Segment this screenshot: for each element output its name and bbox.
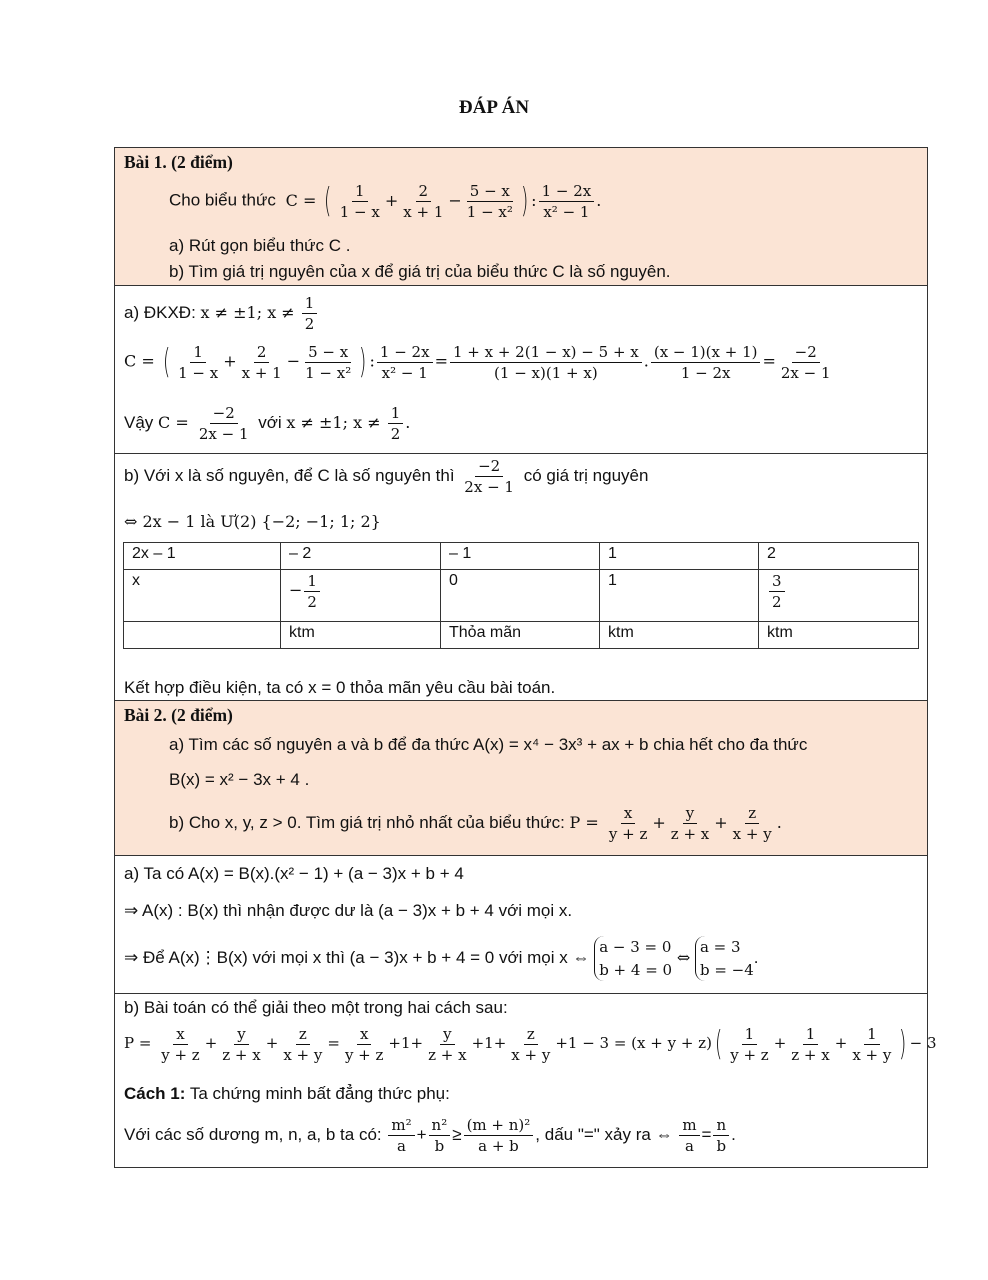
last-middle: , dấu "=" xảy ra ⇔ — [535, 1124, 673, 1144]
expr-C-display: C = ( $\frac{1}{1 - x}$ + $\frac{2}{x + 1}$ − $\frac{5 - x}{\text{1 − x²}}$ ) : $\frac{1 - 2x}{\text{x² − 1}}$ . — [280, 181, 602, 221]
conclusion-cond: x ≠ ±1; x ≠ $\frac{1}{2}$ . — [286, 404, 411, 443]
table-row — [124, 622, 919, 649]
bai1-heading: Bài 1. (2 điểm) — [124, 152, 233, 172]
bai2-part-a-line2: B(x) = x² − 3x + 4 . — [169, 770, 310, 789]
table-cell: − $\frac{1}{2}$ — [281, 570, 441, 622]
table-cell: ktm — [759, 622, 919, 649]
bai2-problem-box — [114, 700, 928, 855]
bai2-solution-b — [114, 993, 937, 1168]
value-table — [123, 542, 919, 649]
system-2 — [695, 936, 754, 981]
conclusion-frac: C = $\frac{-2}{2x - 1}$ — [158, 404, 249, 443]
sys1-eq1: a − 3 = 0 — [599, 938, 672, 956]
table-cell: 2x – 1 — [124, 543, 281, 570]
sol-b-prefix: b) Với x là số nguyên, để C là số nguyên thì — [124, 465, 455, 485]
page-title: ĐÁP ÁN — [458, 97, 530, 118]
table-cell: 2 — [759, 543, 919, 570]
sol-b-line2: ⇔ 2x − 1 là Ư(2) {−2; −1; 1; 2} — [124, 512, 381, 531]
conclusion-prefix: Vậy — [124, 413, 154, 432]
sol-b-final: Kết hợp điều kiện, ta có x = 0 thỏa mãn yêu cầu bài toán. — [124, 678, 556, 697]
table-cell: 0 — [441, 570, 600, 622]
table-cell: ktm — [281, 622, 441, 649]
sol-a-calc-display: C = ( $\frac{1}{1 - x}$ + $\frac{2}{x + 1}$ − $\frac{5 - x}{\text{1 − x²}}$ ) : $\frac{1 - 2x}{\text{x² − 1}}$ = $\frac{1 + x + 2(1 - x) - 5 + x}{(1 - x)(1 + x)}$ . $\frac{(x - 1)(x + 1)}{1 - 2x}$ = $\frac{-2}{2x - 1}$ — [124, 342, 831, 382]
bai2-solution-a — [114, 855, 928, 993]
sol-a-conclusion — [124, 404, 410, 443]
table-cell: – 2 — [281, 543, 441, 570]
table-cell: x — [124, 570, 281, 622]
sol2-a-line2: ⇒ A(x) : B(x) thì nhận được dư là (a − 3)x + b + 4 với mọi x. — [124, 901, 573, 920]
cach1-text: Ta chứng minh bất đẳng thức phụ: — [189, 1084, 450, 1103]
cach1 — [124, 1084, 450, 1104]
table-cell: – 1 — [441, 543, 600, 570]
table-cell — [124, 622, 281, 649]
table-cell: 1 — [600, 570, 759, 622]
cach1-label: Cách 1: — [124, 1084, 186, 1103]
bai2-part-a-line1: a) Tìm các số nguyên a và b để đa thức A(x) = x⁴ − 3x³ + ax + b chia hết cho đa thức — [169, 735, 808, 754]
sol2-b-expr-display: P = $\frac{x}{y + z}$ + $\frac{y}{z + x}$ + $\frac{z}{x + y}$ = $\frac{x}{y + z}$ +1+ $\frac{y}{z + x}$ +1+ $\frac{z}{x + y}$ +1 − 3 = (x + y + z)( $\frac{1}{y + z}$ + $\frac{1}{z + x}$ + $\frac{1}{x + y}$ ) − 3 — [124, 1024, 937, 1064]
bai2-part-b — [169, 804, 782, 843]
sol2-a-line1: a) Ta có A(x) = B(x).(x² − 1) + (a − 3)x + b + 4 — [124, 864, 464, 883]
last-prefix: Với các số dương m, n, a, b ta có: — [124, 1124, 382, 1144]
sys1-eq2: b + 4 = 0 — [599, 960, 673, 979]
cond-label: a) ĐKXĐ: — [124, 303, 196, 322]
cond-math: x ≠ ±1; x ≠ $\frac{1}{2}$ — [201, 303, 320, 322]
bai1-part-b: b) Tìm giá trị nguyên của x để giá trị của biểu thức C là số nguyên. — [169, 262, 671, 281]
bai1-part-a: a) Rút gọn biểu thức C . — [169, 236, 351, 255]
line3-prefix: ⇒ Để A(x)⋮B(x) với mọi x thì (a − 3)x + b + 4 = 0 với mọi x ⇔ — [124, 947, 590, 967]
sol-b-line1: b) Với x là số nguyên, để C là số nguyên thì $\frac{-2}{2x - 1}$ có giá trị nguyên — [124, 457, 649, 496]
sol-a-cond — [124, 294, 319, 333]
bai1-given — [169, 181, 601, 221]
sys2-eq2: b = −4 — [699, 960, 754, 979]
system-1 — [594, 936, 672, 981]
table-cell: Thỏa mãn — [441, 622, 600, 649]
table-cell: $\frac{3}{2}$ — [759, 570, 919, 622]
given-intro: Cho biểu thức — [169, 190, 276, 210]
table-row — [124, 570, 919, 622]
bai1-problem-box — [114, 147, 928, 285]
part-b-expr-display: P = $\frac{x}{y + z}$ + $\frac{y}{z + x}$ + $\frac{z}{x + y}$ . — [569, 804, 782, 843]
bai1-solution-a — [114, 285, 928, 453]
sol-b-suffix: có giá trị nguyên — [523, 465, 649, 485]
table-cell: 1 — [600, 543, 759, 570]
part-b-prefix: b) Cho x, y, z > 0. Tìm giá trị nhỏ nhất của biểu thức: — [169, 813, 565, 832]
table-cell: ktm — [600, 622, 759, 649]
sys2-eq1: a = 3 — [699, 938, 741, 956]
conclusion-suffix: với — [258, 413, 282, 432]
bai2-heading: Bài 2. (2 điểm) — [124, 705, 233, 725]
last-line: Với các số dương m, n, a, b ta có: $\frac{\text{m²}}{a}$ + $\frac{\text{n²}}{b}$ ≥ $\frac{\text{(m + n)²}}{a + b}$ , dấu "=" xảy ra ⇔ $\frac{m}{a}$ = $\frac{n}{b}$ . — [124, 1116, 736, 1155]
table-row — [124, 543, 919, 570]
sol2-a-line3: ⇒ Để A(x)⋮B(x) với mọi x thì (a − 3)x + b + 4 = 0 với mọi x ⇔ a − 3 = 0 b + 4 = 0 ⇔ a = 3 b = −4 . — [124, 936, 759, 981]
sol2-b-line1: b) Bài toán có thể giải theo một trong hai cách sau: — [124, 998, 508, 1017]
